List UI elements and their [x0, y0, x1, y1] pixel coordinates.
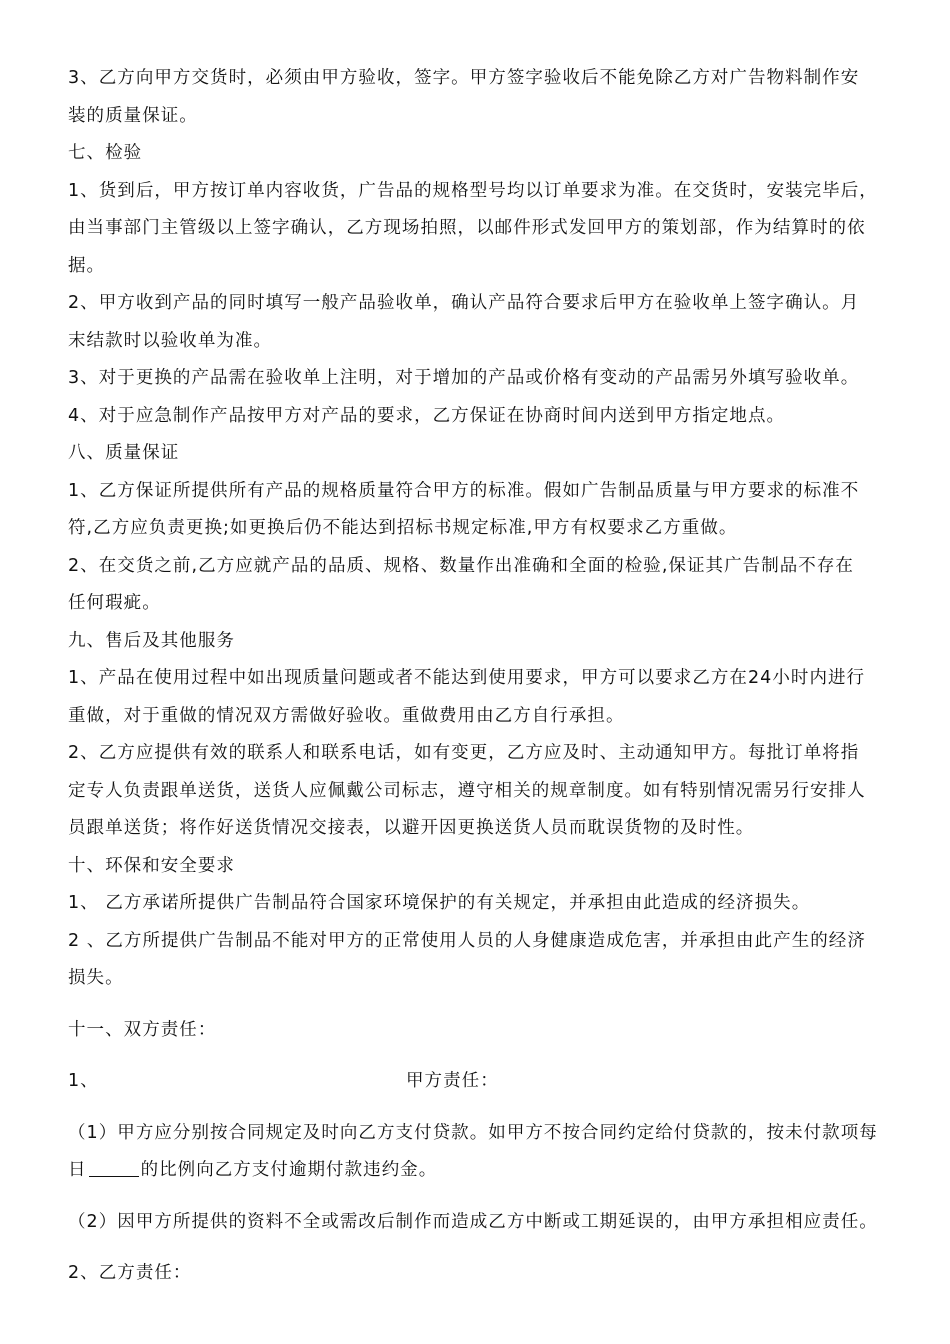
clause-9-1-line-1: 1、产品在使用过程中如出现质量问题或者不能达到使用要求，甲方可以要求乙方在24小时内进行 — [68, 668, 866, 688]
clause-9-2-line-1: 2、乙方应提供有效的联系人和联系电话，如有变更，乙方应及时、主动通知甲方。每批订单将指 — [68, 743, 860, 763]
penalty-rate-blank — [89, 1156, 139, 1177]
section-7-heading: 七、检验 — [68, 143, 143, 163]
section-10-heading: 十、环保和安全要求 — [68, 855, 235, 876]
section-9-heading: 九、售后及其他服务 — [68, 630, 235, 651]
clause-7-2-line-2: 末结款时以验收单为准。 — [68, 330, 273, 351]
responsibility-1-number: 1、 — [68, 1071, 99, 1091]
clause-7-1-line-1: 1、货到后，甲方按订单内容收货，广告品的规格型号均以订单要求为准。在交货时，安装完毕后， — [68, 180, 878, 201]
clause-7-2-line-1: 2、甲方收到产品的同时填写一般产品验收单，确认产品符合要求后甲方在验收单上签字确认。月 — [68, 293, 860, 313]
duty-1-suffix: 的比例向乙方支付逾期付款违约金。 — [140, 1160, 438, 1180]
party-b-responsibility-heading: 2、乙方责任： — [68, 1263, 192, 1283]
clause-9-2-line-2: 定专人负责跟单送货，送货人应佩戴公司标志，遵守相关的规章制度。如有特别情况需另行安排人 — [68, 780, 866, 801]
clause-6-3-line-1: 3、乙方向甲方交货时，必须由甲方验收，签字。甲方签字验收后不能免除乙方对广告物料制作安 — [68, 68, 860, 88]
clause-8-2-line-1: 2、在交货之前,乙方应就产品的品质、规格、数量作出准确和全面的检验,保证其广告制品不存在 — [68, 555, 854, 576]
clause-8-2-line-2: 任何瑕疵。 — [68, 593, 161, 613]
clause-10-2-line-1: 2 、乙方所提供广告制品不能对甲方的正常使用人员的人身健康造成危害，并承担由此产生的经济 — [68, 930, 866, 951]
clause-9-1-line-2: 重做，对于重做的情况双方需做好验收。重做费用由乙方自行承担。 — [68, 705, 625, 726]
clause-8-1-line-2: 符,乙方应负责更换;如更换后仍不能达到招标书规定标准,甲方有权要求乙方重做。 — [68, 518, 738, 538]
contract-document — [68, 60, 890, 1293]
clause-7-3: 3、对于更换的产品需在验收单上注明，对于增加的产品或价格有变动的产品需另外填写验收单。 — [68, 368, 860, 388]
section-8-heading: 八、质量保证 — [68, 443, 180, 463]
clause-7-4: 4、对于应急制作产品按甲方对产品的要求，乙方保证在协商时间内送到甲方指定地点。 — [68, 405, 786, 426]
duty-1-prefix: 日 — [68, 1160, 87, 1180]
party-a-responsibility-row — [68, 1063, 890, 1101]
party-a-responsibility-title: 甲方责任： — [406, 1071, 499, 1091]
clause-6-3-line-2: 装的质量保证。 — [68, 105, 198, 126]
clause-10-2-line-2: 损失。 — [68, 968, 124, 988]
duty-1-line-2 — [68, 1152, 890, 1190]
clause-7-1-line-3: 据。 — [68, 255, 106, 276]
clause-7-1-line-2: 由当事部门主管级以上签字确认，乙方现场拍照，以邮件形式发回甲方的策划部，作为结算时的依 — [68, 218, 866, 238]
section-11-heading: 十一、双方责任： — [68, 1019, 217, 1040]
duty-2: （2）因甲方所提供的资料不全或需改后制作而造成乙方中断或工期延误的，由甲方承担相应责任。 — [68, 1211, 878, 1232]
clause-8-1-line-1: 1、乙方保证所提供所有产品的规格质量符合甲方的标准。假如广告制品质量与甲方要求的标准不 — [68, 480, 860, 501]
clause-9-2-line-3: 员跟单送货；将作好送货情况交接表，以避开因更换送货人员而耽误货物的及时性。 — [68, 818, 755, 838]
clause-10-1: 1、 乙方承诺所提供广告制品符合国家环境保护的有关规定，并承担由此造成的经济损失。 — [68, 893, 811, 913]
duty-1-line-1: （1）甲方应分别按合同规定及时向乙方支付贷款。如甲方不按合同约定给付贷款的，按未付款项每 — [68, 1122, 878, 1143]
